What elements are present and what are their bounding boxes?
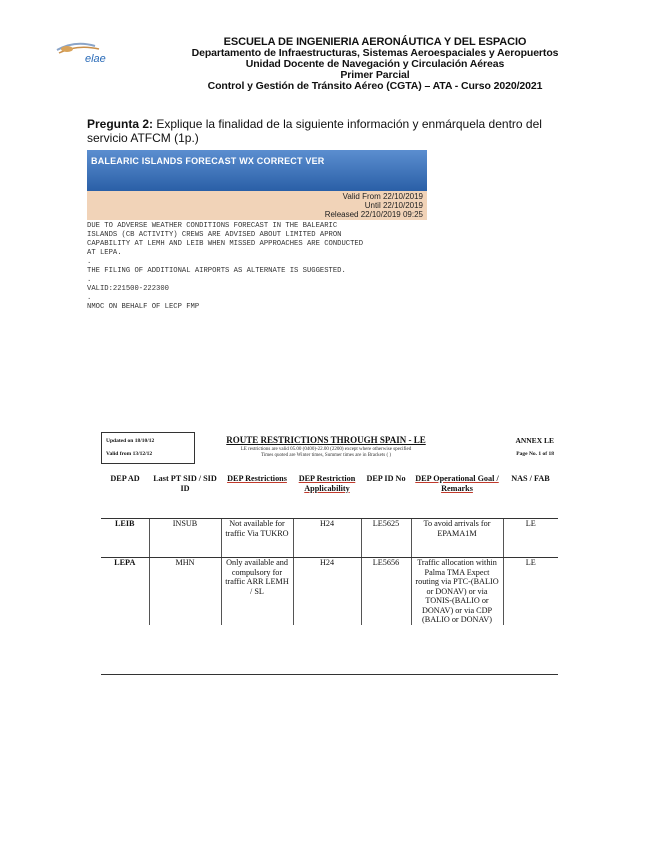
exam-name: Primer Parcial — [340, 69, 410, 81]
column-header: DEP ID No — [366, 474, 406, 483]
table-cell: LEIB — [101, 519, 149, 558]
table-row — [101, 558, 558, 625]
table-cell: LE — [503, 558, 558, 625]
department-name: Departamento de Infraestructuras, Sistemas Aeroespaciales y Aeropuertos — [191, 47, 559, 59]
annex-page-number: Page No. 1 of 18 — [516, 451, 554, 457]
unit-name: Unidad Docente de Navegación y Circulación Aéreas — [245, 58, 505, 70]
table-cell: LE5625 — [361, 519, 411, 558]
table-cell: H24 — [293, 519, 361, 558]
column-header: DEP AD — [110, 474, 140, 483]
course-name: Control y Gestión de Tránsito Aéreo (CGTA) – ATA - Curso 2020/2021 — [207, 80, 543, 92]
table-cell: Only available and compulsory for traffic ARR LEMH / SL — [221, 558, 293, 625]
wx-validity-box — [87, 191, 427, 220]
column-header: Last PT SID / SID ID — [153, 474, 217, 493]
wx-until: Until 22/10/2019 — [364, 201, 423, 210]
annex-subtitle — [201, 447, 451, 459]
table-cell: LEPA — [114, 558, 136, 567]
route-restrictions-annex — [101, 432, 558, 677]
table-cell: To avoid arrivals for EPAMA1M — [411, 519, 503, 558]
annex-updated: Updated on 18/10/12 — [106, 438, 155, 444]
wx-valid-from: Valid From 22/10/2019 — [342, 192, 423, 201]
table-cell: LE5656 — [361, 558, 411, 625]
table-cell: H24 — [293, 558, 361, 625]
wx-message-body: DUE TO ADVERSE WEATHER CONDITIONS FORECAST IN THE BALEARIC ISLANDS (CB ACTIVITY) CREWS ARE ADVISED ABOUT LIMITED APRON CAPABILITY AT LEMH AND LEIB WHEN MISSED APPROACHES ARE CONDUCTED AT LEPA. . THE FILING OF ADDITIONAL AIRPORTS AS ALTERNATE IS SUGGESTED. . VALID:221500-222300 . NMOC ON BEHALF OF LECP FMP — [87, 222, 364, 311]
wx-message-title-bar — [87, 150, 427, 191]
annex-subtitle-line-2: Times quoted are Winter times, Summer times are in Brackets ( ) — [260, 453, 392, 458]
table-cell: Not available for traffic Via TUKRO — [221, 519, 293, 558]
table-cell: MHN — [149, 558, 221, 625]
annex-label: ANNEX LE — [515, 436, 554, 445]
annex-date-box — [101, 432, 195, 464]
column-header: DEP Operational Goal / Remarks — [415, 474, 499, 493]
column-header: NAS / FAB — [511, 474, 550, 483]
wx-released: Released 22/10/2019 09:25 — [324, 210, 423, 219]
document-header — [120, 37, 630, 92]
question-2 — [87, 117, 557, 145]
annex-title: ROUTE RESTRICTIONS THROUGH SPAIN - LE — [226, 435, 426, 445]
table-header-row — [101, 474, 558, 508]
table-cell: Traffic allocation within Palma TMA Expect routing via PTC-(BALIO or DONAV) or via TONIS-(BALIO or DONAV) or via CDP (BALIO or DONAV) — [411, 558, 503, 625]
column-header: DEP Restriction Applicability — [298, 474, 356, 493]
question-label: Pregunta 2: — [87, 117, 154, 131]
annex-subtitle-line-1: LE restrictions are valid 05.00 (0400)-22.00 (2200) except where otherwise specified — [240, 447, 412, 452]
route-restrictions-table — [101, 474, 558, 625]
table-cell: LE — [503, 519, 558, 558]
question-text: Explique la finalidad de la siguiente información y enmárquela dentro del servicio ATFCM (1p.) — [87, 117, 542, 145]
table-row — [101, 519, 558, 558]
table-spacer-row — [101, 508, 558, 519]
svg-text:elae: elae — [85, 53, 106, 65]
wx-message-title: BALEARIC ISLANDS FORECAST WX CORRECT VER — [91, 156, 325, 166]
column-header: DEP Restrictions — [227, 474, 287, 483]
school-logo — [55, 38, 115, 66]
annex-valid-from: Valid from 13/12/12 — [106, 451, 153, 457]
table-bottom-rule — [101, 674, 558, 675]
table-cell: INSUB — [149, 519, 221, 558]
school-name: ESCUELA DE INGENIERIA AERONÁUTICA Y DEL ESPACIO — [223, 36, 527, 48]
